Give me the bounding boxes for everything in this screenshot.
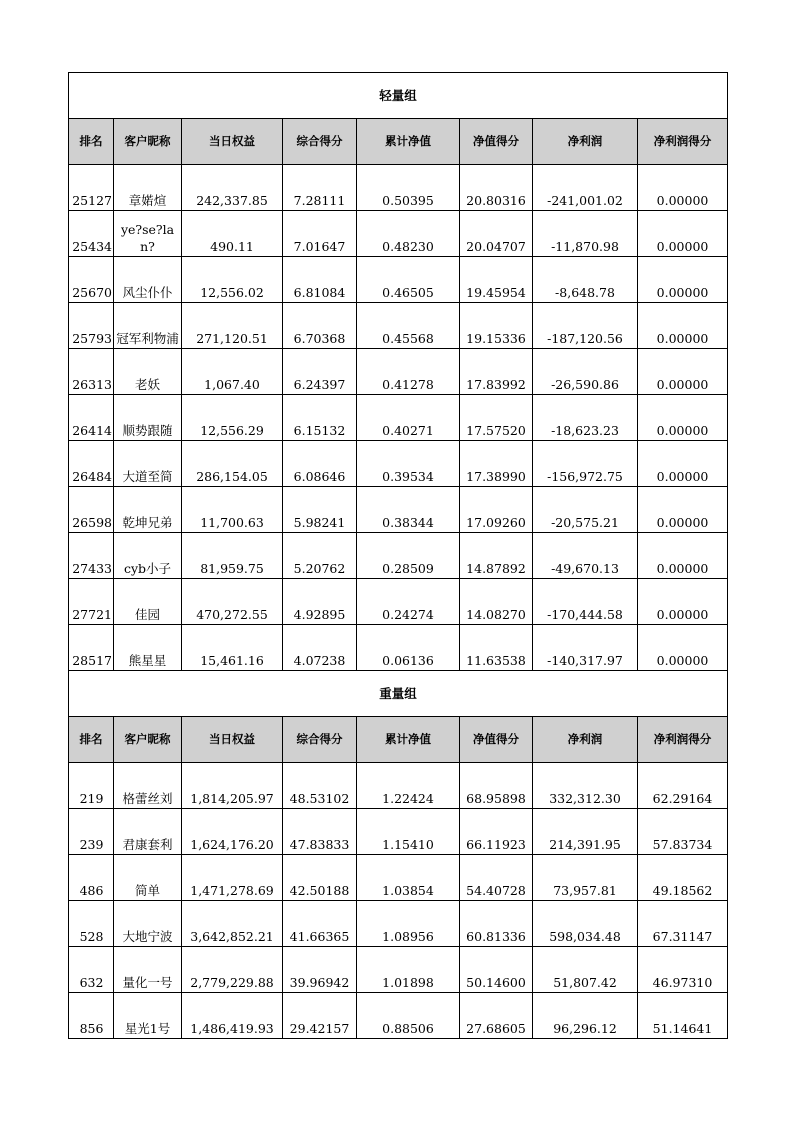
table-row bbox=[69, 257, 728, 303]
cell-equity: 15,461.16 bbox=[182, 625, 283, 671]
column-header-nickname: 客户昵称 bbox=[114, 119, 182, 165]
cell-equity: 3,642,852.21 bbox=[182, 901, 283, 947]
cell-nickname: 冠军利物浦 bbox=[114, 303, 182, 349]
cell-profit-score: 67.31147 bbox=[638, 901, 728, 947]
cell-nickname: 熊星星 bbox=[114, 625, 182, 671]
table-row bbox=[69, 487, 728, 533]
cell-nickname: 君康套利 bbox=[114, 809, 182, 855]
cell-nav-score: 60.81336 bbox=[460, 901, 533, 947]
cell-net-profit: -241,001.02 bbox=[533, 165, 638, 211]
cell-cum-nav: 0.06136 bbox=[357, 625, 460, 671]
table-row bbox=[69, 947, 728, 993]
cell-equity: 286,154.05 bbox=[182, 441, 283, 487]
cell-total-score: 4.92895 bbox=[283, 579, 357, 625]
cell-nav-score: 19.45954 bbox=[460, 257, 533, 303]
cell-net-profit: 332,312.30 bbox=[533, 763, 638, 809]
cell-total-score: 7.01647 bbox=[283, 211, 357, 257]
cell-nav-score: 20.80316 bbox=[460, 165, 533, 211]
cell-net-profit: -20,575.21 bbox=[533, 487, 638, 533]
cell-equity: 12,556.29 bbox=[182, 395, 283, 441]
cell-equity: 12,556.02 bbox=[182, 257, 283, 303]
group-title: 重量组 bbox=[69, 671, 728, 717]
cell-equity: 1,624,176.20 bbox=[182, 809, 283, 855]
cell-nav-score: 66.11923 bbox=[460, 809, 533, 855]
cell-nickname: 乾坤兄弟 bbox=[114, 487, 182, 533]
cell-nav-score: 17.38990 bbox=[460, 441, 533, 487]
cell-nav-score: 14.08270 bbox=[460, 579, 533, 625]
cell-profit-score: 0.00000 bbox=[638, 349, 728, 395]
cell-total-score: 6.15132 bbox=[283, 395, 357, 441]
cell-profit-score: 0.00000 bbox=[638, 257, 728, 303]
cell-cum-nav: 0.40271 bbox=[357, 395, 460, 441]
group-title-row bbox=[69, 73, 728, 119]
table-row bbox=[69, 349, 728, 395]
cell-nickname: 顺势跟随 bbox=[114, 395, 182, 441]
cell-net-profit: -49,670.13 bbox=[533, 533, 638, 579]
cell-total-score: 5.20762 bbox=[283, 533, 357, 579]
column-header-total-score: 综合得分 bbox=[283, 119, 357, 165]
cell-nav-score: 11.63538 bbox=[460, 625, 533, 671]
cell-equity: 11,700.63 bbox=[182, 487, 283, 533]
cell-rank: 27721 bbox=[69, 579, 114, 625]
table-row bbox=[69, 809, 728, 855]
table-row bbox=[69, 763, 728, 809]
cell-rank: 28517 bbox=[69, 625, 114, 671]
cell-total-score: 6.08646 bbox=[283, 441, 357, 487]
column-header-equity: 当日权益 bbox=[182, 717, 283, 763]
column-header-net-profit: 净利润 bbox=[533, 119, 638, 165]
cell-profit-score: 51.14641 bbox=[638, 993, 728, 1039]
column-header-profit-score: 净利润得分 bbox=[638, 717, 728, 763]
cell-cum-nav: 0.24274 bbox=[357, 579, 460, 625]
cell-total-score: 7.28111 bbox=[283, 165, 357, 211]
cell-cum-nav: 0.88506 bbox=[357, 993, 460, 1039]
cell-rank: 26598 bbox=[69, 487, 114, 533]
group-title: 轻量组 bbox=[69, 73, 728, 119]
table-row bbox=[69, 625, 728, 671]
cell-total-score: 39.96942 bbox=[283, 947, 357, 993]
cell-profit-score: 46.97310 bbox=[638, 947, 728, 993]
cell-cum-nav: 1.15410 bbox=[357, 809, 460, 855]
cell-net-profit: -187,120.56 bbox=[533, 303, 638, 349]
table-row bbox=[69, 395, 728, 441]
cell-nav-score: 27.68605 bbox=[460, 993, 533, 1039]
cell-profit-score: 57.83734 bbox=[638, 809, 728, 855]
header-row bbox=[69, 119, 728, 165]
cell-net-profit: -140,317.97 bbox=[533, 625, 638, 671]
cell-rank: 26484 bbox=[69, 441, 114, 487]
cell-nav-score: 20.04707 bbox=[460, 211, 533, 257]
cell-net-profit: -18,623.23 bbox=[533, 395, 638, 441]
column-header-cum-nav: 累计净值 bbox=[357, 119, 460, 165]
cell-total-score: 5.98241 bbox=[283, 487, 357, 533]
cell-rank: 239 bbox=[69, 809, 114, 855]
cell-cum-nav: 1.03854 bbox=[357, 855, 460, 901]
cell-rank: 486 bbox=[69, 855, 114, 901]
column-header-net-profit: 净利润 bbox=[533, 717, 638, 763]
cell-equity: 271,120.51 bbox=[182, 303, 283, 349]
cell-nickname: 简单 bbox=[114, 855, 182, 901]
cell-equity: 1,067.40 bbox=[182, 349, 283, 395]
cell-profit-score: 62.29164 bbox=[638, 763, 728, 809]
table-row bbox=[69, 165, 728, 211]
table-row bbox=[69, 533, 728, 579]
cell-equity: 490.11 bbox=[182, 211, 283, 257]
table-row bbox=[69, 211, 728, 257]
table-row bbox=[69, 579, 728, 625]
cell-rank: 25434 bbox=[69, 211, 114, 257]
cell-cum-nav: 1.01898 bbox=[357, 947, 460, 993]
cell-rank: 528 bbox=[69, 901, 114, 947]
cell-rank: 632 bbox=[69, 947, 114, 993]
header-row bbox=[69, 717, 728, 763]
cell-nickname: 大道至简 bbox=[114, 441, 182, 487]
cell-nav-score: 54.40728 bbox=[460, 855, 533, 901]
cell-profit-score: 49.18562 bbox=[638, 855, 728, 901]
cell-total-score: 29.42157 bbox=[283, 993, 357, 1039]
cell-cum-nav: 0.39534 bbox=[357, 441, 460, 487]
cell-rank: 25670 bbox=[69, 257, 114, 303]
cell-total-score: 6.70368 bbox=[283, 303, 357, 349]
cell-cum-nav: 1.22424 bbox=[357, 763, 460, 809]
column-header-total-score: 综合得分 bbox=[283, 717, 357, 763]
cell-net-profit: -8,648.78 bbox=[533, 257, 638, 303]
sheet-body bbox=[69, 73, 728, 1039]
cell-rank: 26313 bbox=[69, 349, 114, 395]
cell-cum-nav: 0.46505 bbox=[357, 257, 460, 303]
cell-nickname: 量化一号 bbox=[114, 947, 182, 993]
cell-rank: 856 bbox=[69, 993, 114, 1039]
cell-equity: 2,779,229.88 bbox=[182, 947, 283, 993]
cell-net-profit: -26,590.86 bbox=[533, 349, 638, 395]
cell-equity: 1,486,419.93 bbox=[182, 993, 283, 1039]
cell-nickname: 佳园 bbox=[114, 579, 182, 625]
cell-total-score: 47.83833 bbox=[283, 809, 357, 855]
cell-profit-score: 0.00000 bbox=[638, 533, 728, 579]
cell-total-score: 6.24397 bbox=[283, 349, 357, 395]
cell-nickname: 风尘仆仆 bbox=[114, 257, 182, 303]
column-header-nav-score: 净值得分 bbox=[460, 717, 533, 763]
cell-cum-nav: 0.41278 bbox=[357, 349, 460, 395]
table-row bbox=[69, 855, 728, 901]
table-row bbox=[69, 901, 728, 947]
cell-net-profit: -156,972.75 bbox=[533, 441, 638, 487]
cell-nickname: 老妖 bbox=[114, 349, 182, 395]
cell-nickname: 星光1号 bbox=[114, 993, 182, 1039]
cell-equity: 470,272.55 bbox=[182, 579, 283, 625]
cell-cum-nav: 0.48230 bbox=[357, 211, 460, 257]
cell-profit-score: 0.00000 bbox=[638, 165, 728, 211]
cell-equity: 1,471,278.69 bbox=[182, 855, 283, 901]
cell-nav-score: 17.83992 bbox=[460, 349, 533, 395]
cell-equity: 1,814,205.97 bbox=[182, 763, 283, 809]
cell-cum-nav: 0.50395 bbox=[357, 165, 460, 211]
cell-net-profit: 96,296.12 bbox=[533, 993, 638, 1039]
cell-equity: 242,337.85 bbox=[182, 165, 283, 211]
cell-nickname: cyb小子 bbox=[114, 533, 182, 579]
column-header-equity: 当日权益 bbox=[182, 119, 283, 165]
cell-rank: 25127 bbox=[69, 165, 114, 211]
cell-total-score: 41.66365 bbox=[283, 901, 357, 947]
cell-nav-score: 19.15336 bbox=[460, 303, 533, 349]
cell-net-profit: 51,807.42 bbox=[533, 947, 638, 993]
cell-profit-score: 0.00000 bbox=[638, 579, 728, 625]
cell-profit-score: 0.00000 bbox=[638, 395, 728, 441]
table-row bbox=[69, 993, 728, 1039]
cell-profit-score: 0.00000 bbox=[638, 303, 728, 349]
cell-nickname: ye?se?lan? bbox=[114, 211, 182, 257]
column-header-cum-nav: 累计净值 bbox=[357, 717, 460, 763]
cell-nav-score: 50.14600 bbox=[460, 947, 533, 993]
cell-nav-score: 68.95898 bbox=[460, 763, 533, 809]
column-header-rank: 排名 bbox=[69, 119, 114, 165]
cell-nav-score: 17.09260 bbox=[460, 487, 533, 533]
cell-cum-nav: 0.38344 bbox=[357, 487, 460, 533]
column-header-profit-score: 净利润得分 bbox=[638, 119, 728, 165]
cell-total-score: 42.50188 bbox=[283, 855, 357, 901]
cell-cum-nav: 1.08956 bbox=[357, 901, 460, 947]
cell-net-profit: 598,034.48 bbox=[533, 901, 638, 947]
cell-rank: 25793 bbox=[69, 303, 114, 349]
column-header-nickname: 客户昵称 bbox=[114, 717, 182, 763]
cell-profit-score: 0.00000 bbox=[638, 625, 728, 671]
cell-rank: 27433 bbox=[69, 533, 114, 579]
cell-net-profit: -11,870.98 bbox=[533, 211, 638, 257]
cell-total-score: 48.53102 bbox=[283, 763, 357, 809]
cell-nickname: 章婼煊 bbox=[114, 165, 182, 211]
table-row bbox=[69, 441, 728, 487]
cell-profit-score: 0.00000 bbox=[638, 487, 728, 533]
cell-total-score: 6.81084 bbox=[283, 257, 357, 303]
column-header-nav-score: 净值得分 bbox=[460, 119, 533, 165]
column-header-rank: 排名 bbox=[69, 717, 114, 763]
cell-profit-score: 0.00000 bbox=[638, 211, 728, 257]
cell-nickname: 格蕾丝刘 bbox=[114, 763, 182, 809]
cell-net-profit: 73,957.81 bbox=[533, 855, 638, 901]
cell-equity: 81,959.75 bbox=[182, 533, 283, 579]
cell-cum-nav: 0.45568 bbox=[357, 303, 460, 349]
cell-rank: 26414 bbox=[69, 395, 114, 441]
cell-rank: 219 bbox=[69, 763, 114, 809]
cell-nav-score: 17.57520 bbox=[460, 395, 533, 441]
cell-net-profit: -170,444.58 bbox=[533, 579, 638, 625]
cell-cum-nav: 0.28509 bbox=[357, 533, 460, 579]
cell-nickname: 大地宁波 bbox=[114, 901, 182, 947]
group-title-row bbox=[69, 671, 728, 717]
table-row bbox=[69, 303, 728, 349]
ranking-sheet bbox=[68, 72, 728, 1039]
cell-profit-score: 0.00000 bbox=[638, 441, 728, 487]
cell-nav-score: 14.87892 bbox=[460, 533, 533, 579]
cell-net-profit: 214,391.95 bbox=[533, 809, 638, 855]
cell-total-score: 4.07238 bbox=[283, 625, 357, 671]
